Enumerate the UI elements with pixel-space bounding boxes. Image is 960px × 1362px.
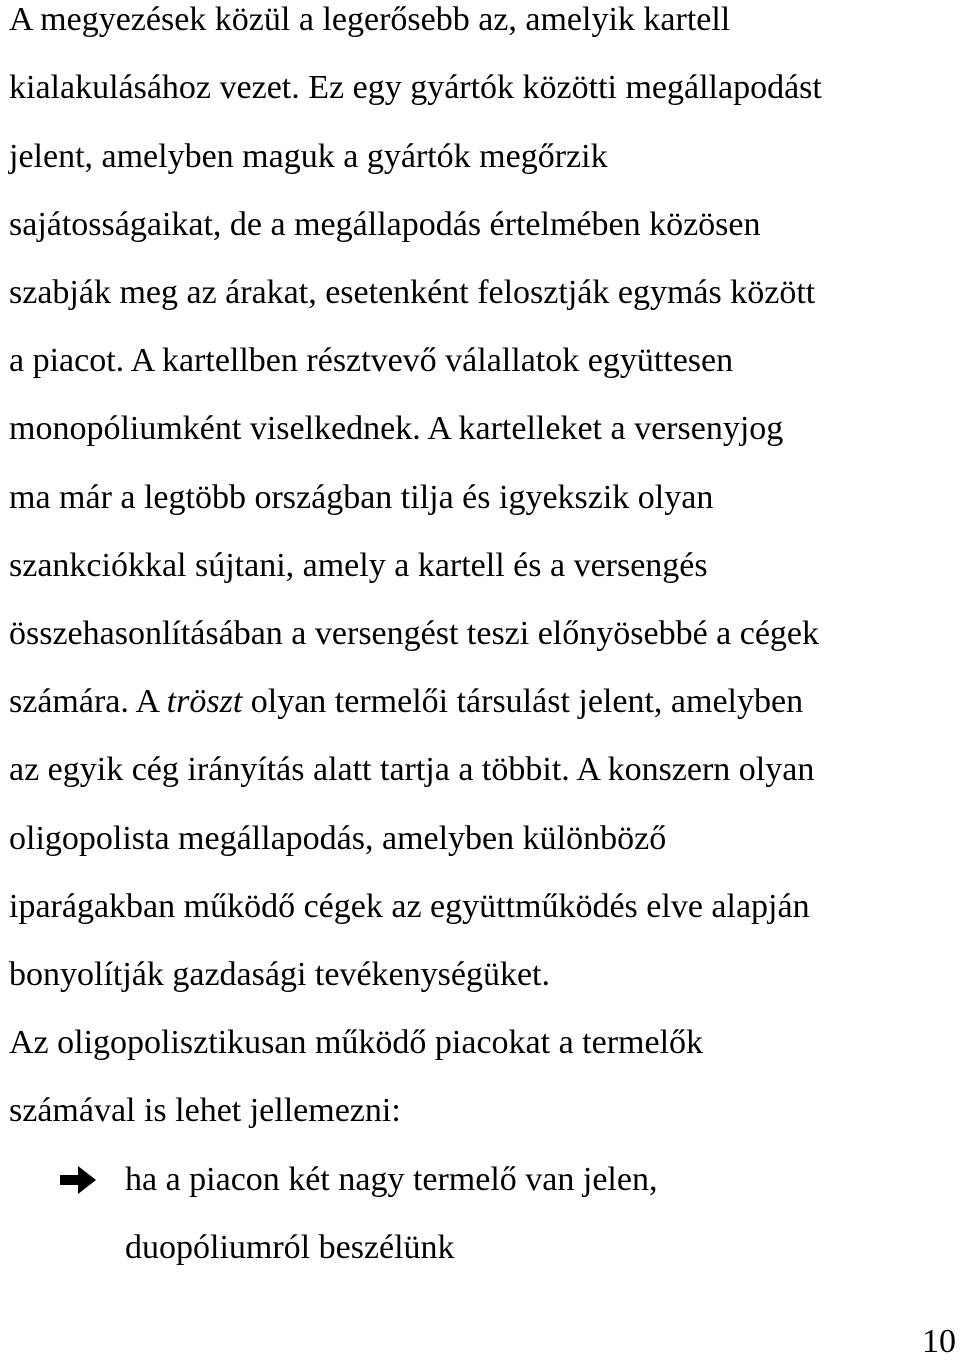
text-line: szabják meg az árakat, esetenként felosztják egymás között: [9, 274, 816, 311]
text-line: szankciókkal sújtani, amely a kartell és a versengés: [9, 547, 708, 584]
page-number: 10: [922, 1323, 956, 1360]
bullet-text-line: ha a piacon két nagy termelő van jelen,: [125, 1161, 658, 1198]
text-line: Az oligopolisztikusan működő piacokat a termelők: [9, 1024, 704, 1061]
text-line: ma már a legtöbb országban tilja és igyekszik olyan: [9, 479, 714, 516]
arrow-right-icon: [58, 1160, 100, 1200]
text-line: monopóliumként viselkednek. A kartelleket a versenyjog: [9, 410, 784, 447]
text-line: számával is lehet jellemezni:: [9, 1092, 401, 1129]
text-line: összehasonlításában a versengést teszi előnyösebbé a cégek: [9, 615, 820, 652]
text-line: bonyolítják gazdasági tevékenységüket.: [9, 956, 550, 993]
text-line: iparágakban működő cégek az együttműködés elve alapján: [9, 888, 810, 925]
text-line: sajátosságaikat, de a megállapodás értelmében közösen: [9, 206, 761, 243]
text-line-trust: [9, 682, 803, 722]
text-line: oligopolista megállapodás, amelyben különböző: [9, 820, 667, 857]
text-line: kialakulásához vezet. Ez egy gyártók közötti megállapodást: [9, 69, 822, 106]
text-segment: számára. A: [9, 683, 167, 720]
bullet-text-line: duopóliumról beszélünk: [125, 1229, 455, 1266]
text-line: az egyik cég irányítás alatt tartja a többit. A konszern olyan: [9, 751, 815, 788]
text-line: jelent, amelyben maguk a gyártók megőrzik: [9, 138, 608, 175]
text-line: A megyezések közül a legerősebb az, amelyik kartell: [9, 1, 731, 38]
text-line: a piacot. A kartellben résztvevő válallatok együttesen: [9, 342, 734, 379]
text-segment: olyan termelői társulást jelent, amelyben: [242, 683, 804, 720]
term-trust-italic: tröszt: [166, 683, 243, 720]
